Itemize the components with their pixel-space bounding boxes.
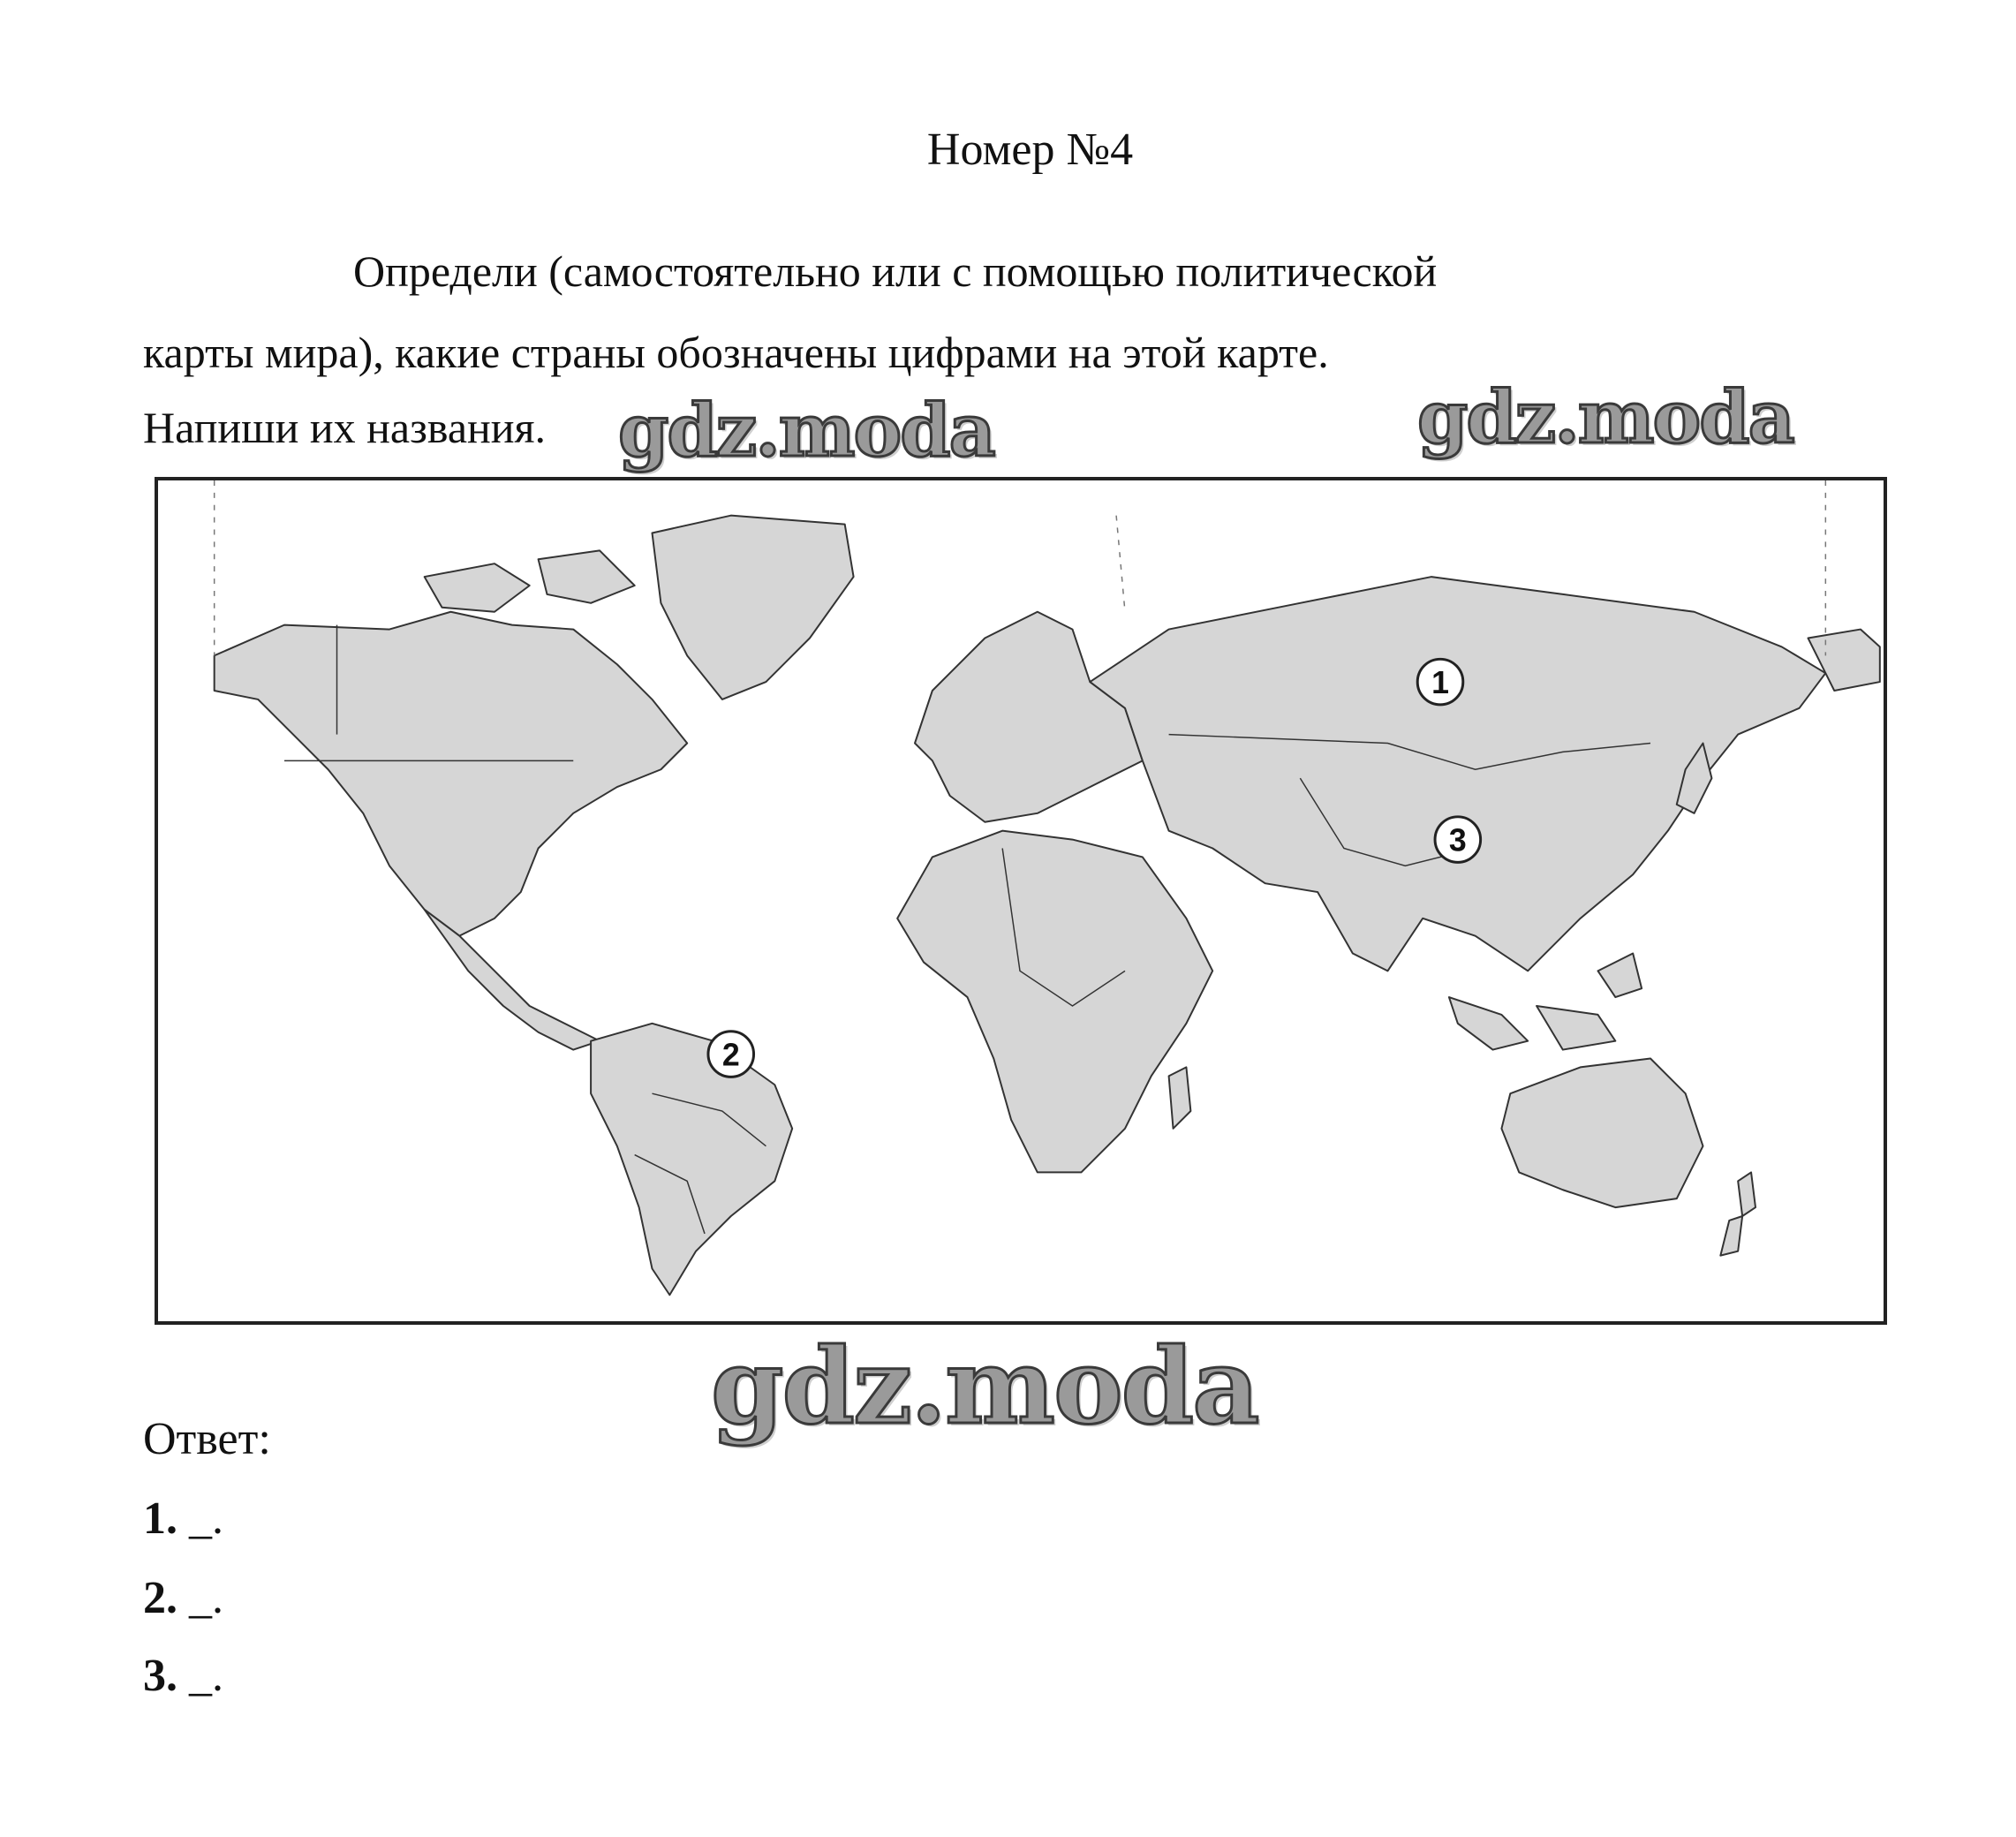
marker-1-label: 1 xyxy=(1431,664,1449,700)
europe-landmass xyxy=(915,612,1143,822)
answer-number: 3. xyxy=(143,1651,177,1701)
answer-blank[interactable]: _. xyxy=(189,1651,223,1701)
central-america-landmass xyxy=(425,910,600,1050)
africa-landmass xyxy=(897,831,1212,1173)
answer-item-1 xyxy=(143,1493,223,1545)
new-zealand-landmass xyxy=(1720,1172,1756,1255)
marker-2 xyxy=(708,1032,754,1077)
answer-item-2 xyxy=(143,1572,223,1624)
watermark: gdz.moda xyxy=(618,389,994,473)
watermark: gdz.moda xyxy=(1417,375,1793,460)
task-text-line-1: Определи (самостоятельно или с помощью политической xyxy=(353,246,1438,296)
greenland-landmass xyxy=(653,516,854,699)
world-map-graphic xyxy=(158,480,1884,1321)
answer-number: 1. xyxy=(143,1493,177,1544)
south-america-landmass xyxy=(591,1024,792,1295)
marker-3-label: 3 xyxy=(1448,822,1467,858)
southeast-asia-islands xyxy=(1449,954,1642,1050)
marker-2-label: 2 xyxy=(721,1037,740,1073)
answer-number: 2. xyxy=(143,1573,177,1623)
task-text-line-2: карты мира), какие страны обозначены цифрами на этой карте. xyxy=(143,328,1329,377)
answer-label: Ответ: xyxy=(143,1414,271,1464)
page-title: Номер №4 xyxy=(926,125,1134,175)
arctic-islands xyxy=(425,550,635,611)
answer-item-3 xyxy=(143,1650,223,1702)
watermark: gdz.moda xyxy=(711,1325,1258,1448)
task-text-line-3: Напиши их названия. xyxy=(143,403,547,452)
australia-landmass xyxy=(1501,1059,1703,1208)
asia-landmass xyxy=(1090,577,1825,971)
marker-1 xyxy=(1417,659,1463,705)
world-map xyxy=(155,477,1887,1325)
madagascar-landmass xyxy=(1169,1067,1191,1128)
answer-blank[interactable]: _. xyxy=(189,1573,223,1623)
answer-blank[interactable]: _. xyxy=(189,1493,223,1544)
north-america-landmass xyxy=(215,612,688,936)
marker-3 xyxy=(1435,817,1481,863)
